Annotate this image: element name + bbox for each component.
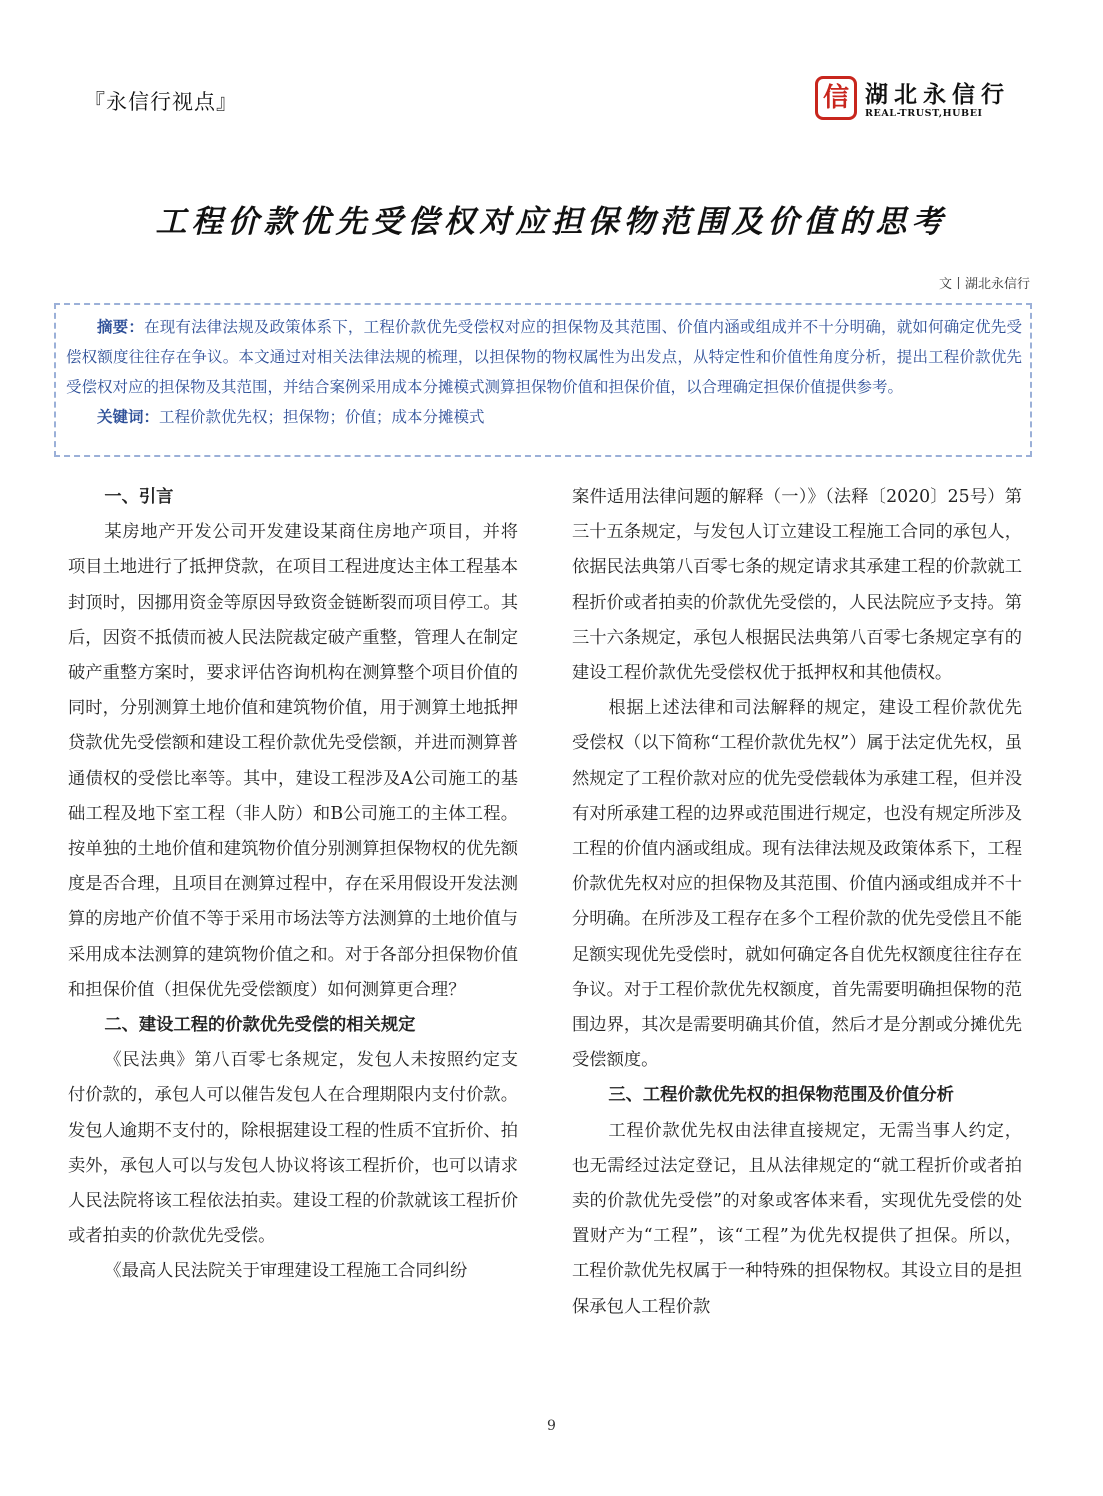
column-label: 『永信行视点』 — [84, 90, 238, 114]
section-heading-1: 一、引言 — [104, 487, 174, 507]
body-paragraph-continued: 案件适用法律问题的解释（一）》（法释〔2020〕25号）第三十五条规定，与发包人订立建设工程施工合同的承包人，依据民法典第八百零七条的规定请求其承建工程的价款就工程折价或者拍卖的价款优先受偿的，人民法院应予支持。第三十六条规定，承包人根据民法典第八百零七条规定享有的建设工程价款优先受偿权优于抵押权和其他债权。 — [572, 487, 1022, 684]
keywords-paragraph — [66, 402, 1022, 432]
body-paragraph: 工程价款优先权由法律直接规定，无需当事人约定，也无需经过法定登记，且从法律规定的“就工程折价或者拍卖的价款优先受偿”的对象或客体来看，实现优先受偿的处置财产为“工程”，该“工程”为优先权提供了担保。所以，工程价款优先权属于一种特殊的担保物权。其设立目的是担保承包人工程价款 — [572, 1120, 1022, 1317]
body-paragraph: 《最高人民法院关于审理建设工程施工合同纠纷 — [104, 1261, 468, 1282]
logo-name-en: REAL-TRUST,HUBEI — [865, 108, 983, 119]
section-heading-2: 二、建设工程的价款优先受偿的相关规定 — [104, 1015, 416, 1036]
body-paragraph: 某房地产开发公司开发建设某商住房地产项目，并将项目土地进行了抵押贷款，在项目工程进度达主体工程基本封顶时，因挪用资金等原因导致资金链断裂而项目停工。其后，因资不抵债而被人民法院裁定破产重整，管理人在制定破产重整方案时，要求评估咨询机构在测算整个项目价值的同时，分别测算土地价值和建筑物价值，用于测算土地抵押贷款优先受偿额和建设工程价款优先受偿额，并进而测算普通债权的受偿比率等。其中，建设工程涉及A公司施工的基础工程及地下室工程（非人防）和B公司施工的主体工程。按单独的土地价值和建筑物价值分别测算担保物权的优先额度是否合理，且项目在测算过程中，存在采用假设开发法测算的房地产价值不等于采用市场法等方法测算的土地价值与采用成本法测算的建筑物价值之和。对于各部分担保物价值和担保价值（担保优先受偿额度）如何测算更合理？ — [68, 522, 518, 1000]
right-column — [572, 480, 1022, 1325]
abstract-box — [54, 303, 1032, 457]
body-paragraph: 《民法典》第八百零七条规定，发包人未按照约定支付价款的，承包人可以催告发包人在合理期限内支付价款。发包人逾期不支付的，除根据建设工程的性质不宜折价、拍卖外，承包人可以与发包人协议将该工程折价，也可以请求人民法院将该工程依法拍卖。建设工程的价款就该工程折价或者拍卖的价款优先受偿。 — [68, 1050, 518, 1247]
abstract-text: 在现有法律法规及政策体系下，工程价款优先受偿权对应的担保物及其范围、价值内涵或组成并不十分明确，就如何确定优先受偿权额度往往存在争议。本文通过对相关法律法规的梳理，以担保物的物权属性为出发点，从特定性和价值性角度分析，提出工程价款优先受偿权对应的担保物及其范围，并结合案例采用成本分摊模式测算担保物价值和担保价值，以合理确定担保价值提供参考。 — [66, 318, 1022, 396]
section-heading-3: 三、工程价款优先权的担保物范围及价值分析 — [608, 1085, 954, 1106]
keywords-text: 工程价款优先权；担保物；价值；成本分摊模式 — [159, 408, 485, 426]
byline: 文丨湖北永信行 — [938, 277, 1030, 292]
page-number: 9 — [547, 1418, 556, 1434]
left-column — [68, 480, 518, 1290]
article-title: 工程价款优先受偿权对应担保物范围及价值的思考 — [155, 204, 948, 240]
company-logo — [815, 76, 1025, 124]
abstract-paragraph — [66, 312, 1022, 402]
abstract-label: 摘要： — [97, 318, 145, 336]
logo-name-cn: 湖北永信行 — [865, 82, 1010, 108]
keywords-label: 关键词： — [97, 408, 160, 426]
logo-seal-icon: 信 — [815, 76, 857, 120]
body-paragraph: 根据上述法律和司法解释的规定，建设工程价款优先受偿权（以下简称“工程价款优先权”）属于法定优先权，虽然规定了工程价款对应的优先受偿载体为承建工程，但并没有对所承建工程的边界或范围进行规定，也没有规定所涉及工程的价值内涵或组成。现有法律法规及政策体系下，工程价款优先权对应的担保物及其范围、价值内涵或组成并不十分明确。在所涉及工程存在多个工程价款的优先受偿且不能足额实现优先受偿时，就如何确定各自优先权额度往往存在争议。对于工程价款优先权额度，首先需要明确担保物的范围边界，其次是需要明确其价值，然后才是分割或分摊优先受偿额度。 — [572, 698, 1022, 1071]
